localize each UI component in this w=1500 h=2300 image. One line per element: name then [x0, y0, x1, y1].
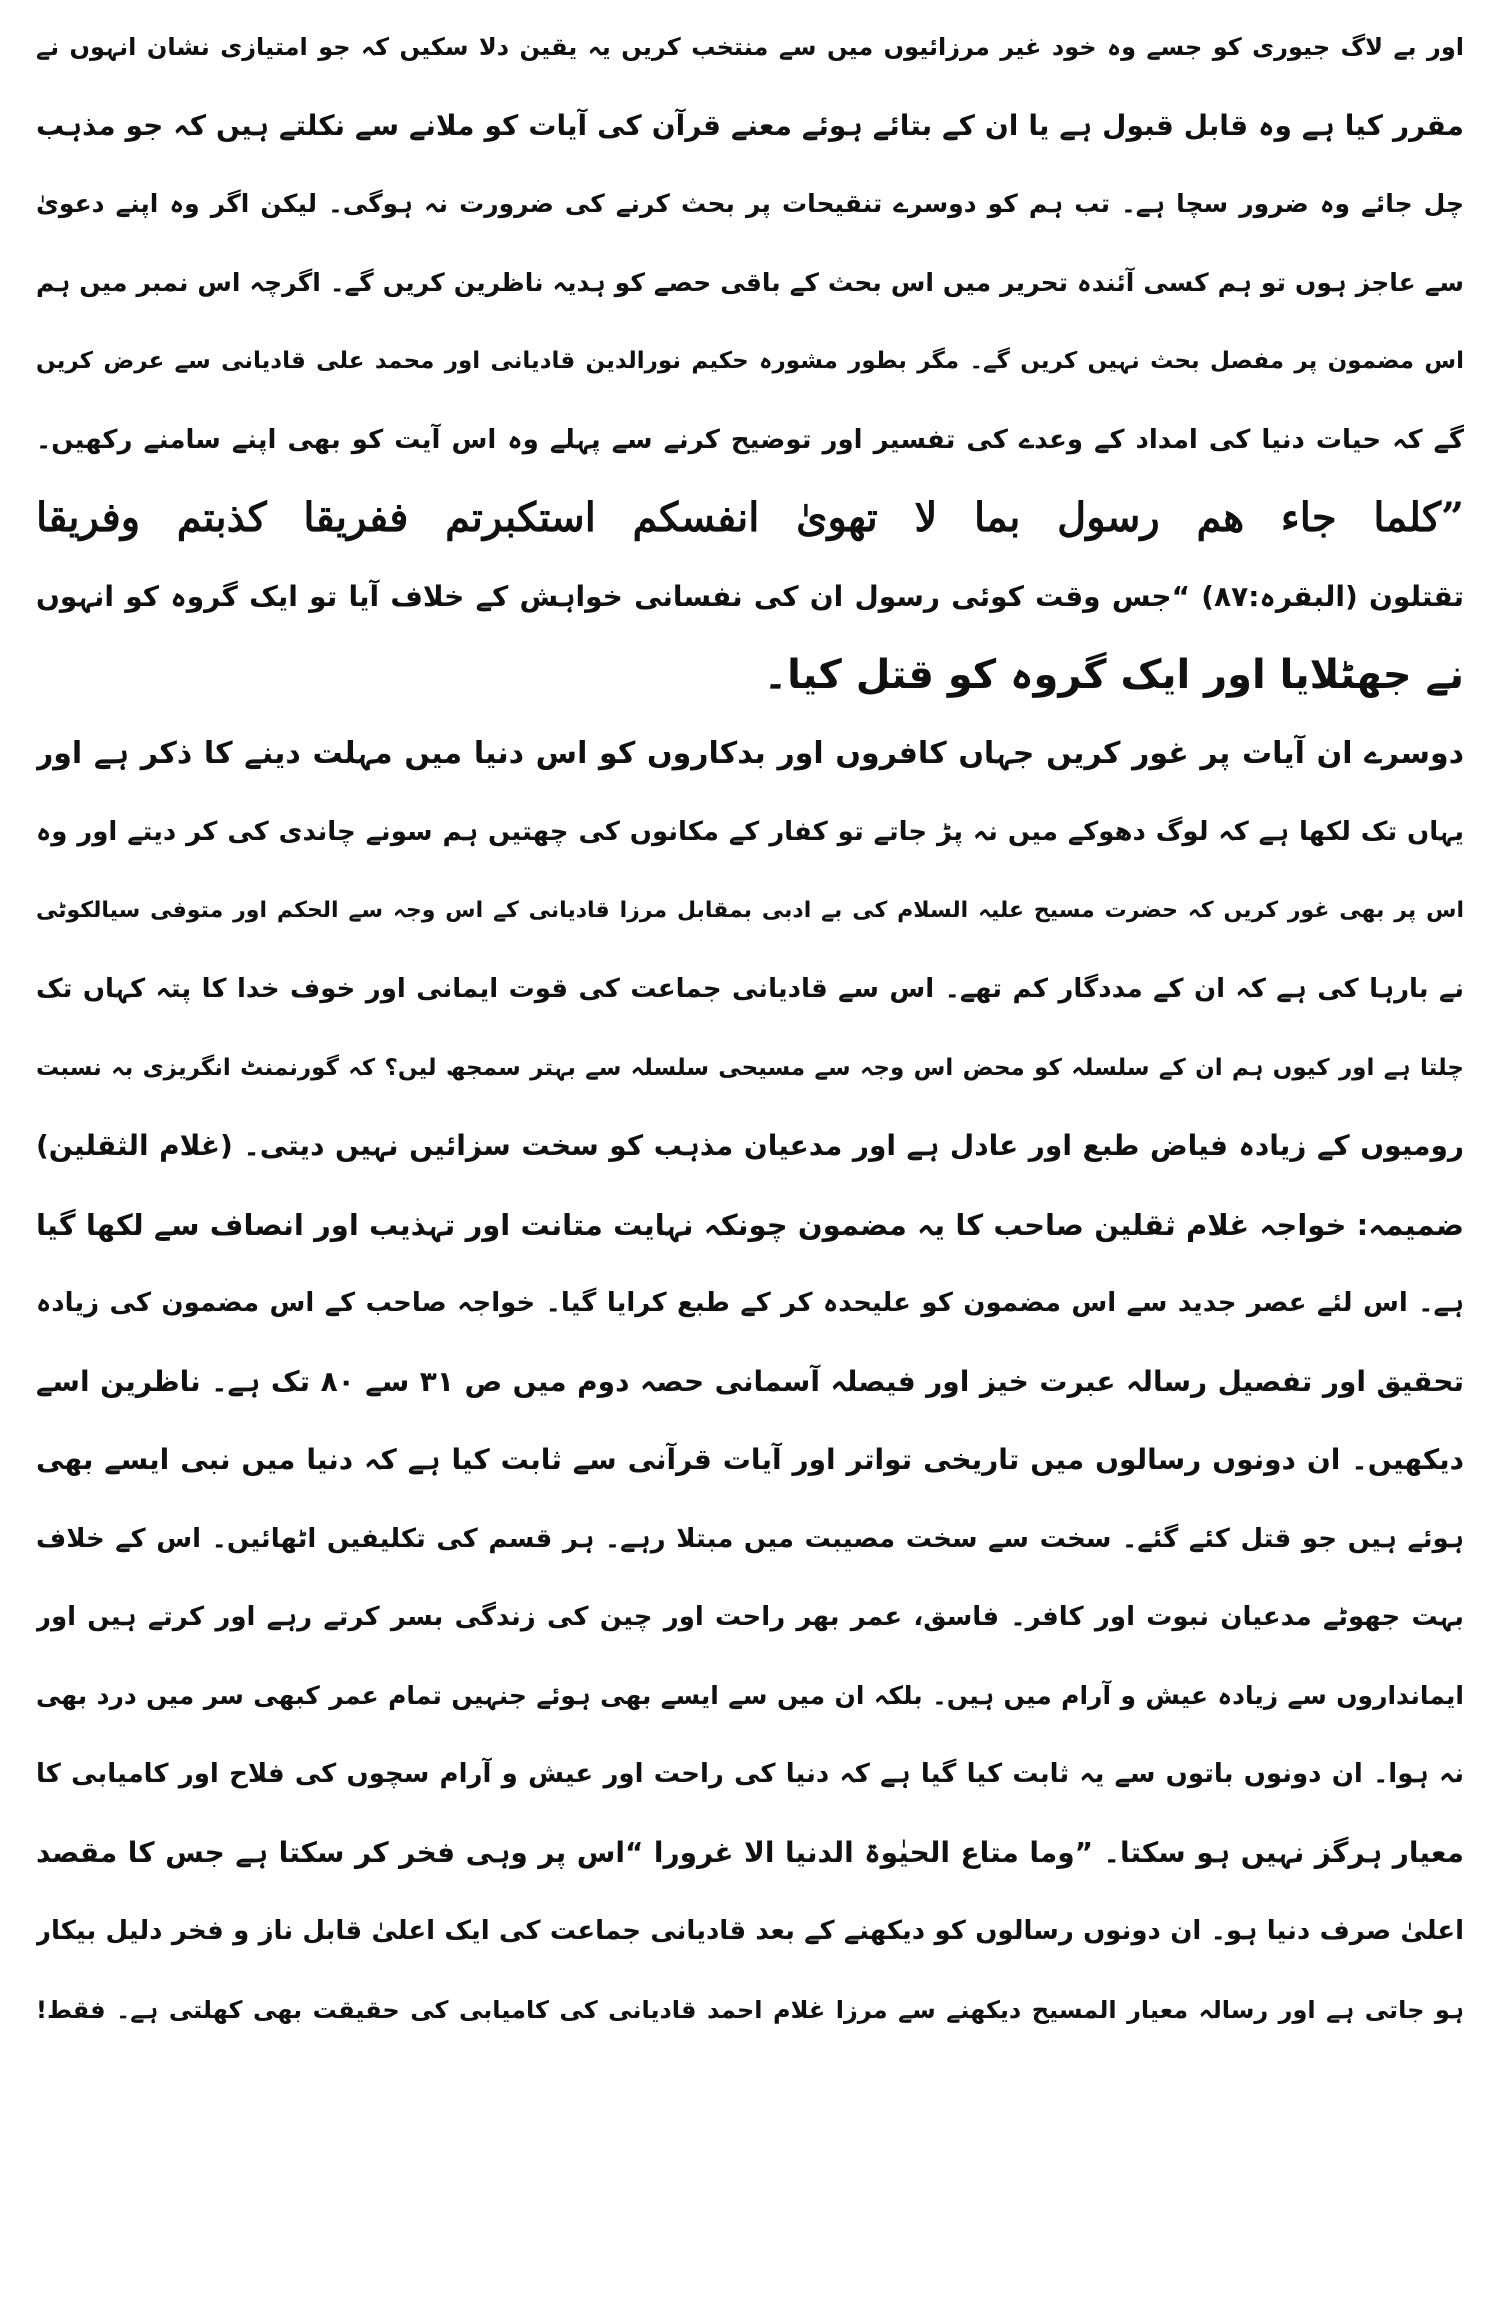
- text-line-3: چل جائے وہ ضرور سچا ہے۔ تب ہم کو دوسرے تنقیحات پر بحث کرنے کی ضرورت نہ ہوگی۔ لیکن اگر وہ اپنے دعویٰ: [36, 189, 1464, 218]
- appendix-line-4: دیکھیں۔ ان دونوں رسالوں میں تاریخی تواتر اور آیات قرآنی سے ثابت کیا ہے کہ دنیا میں نبی ایسے بھی: [36, 1443, 1464, 1476]
- appendix-line-7: ایمانداروں سے زیادہ عیش و آرام میں ہیں۔ بلکہ ان میں سے ایسے بھی ہوئے جنہیں تمام عمر کبھی سر میں درد بھی: [36, 1680, 1464, 1710]
- appendix-line-6: بہت جھوٹے مدعیان نبوت اور کافر۔ فاسق، عمر بھر راحت اور چین کی زندگی بسر کرتے رہے اور کرتے ہیں اور: [36, 1602, 1464, 1632]
- appendix-line-8: نہ ہوا۔ ان دونوں باتوں سے یہ ثابت کیا گیا ہے کہ دنیا کی راحت اور عیش و آرام سچوں کی فلاح اور کامیابی کا: [36, 1759, 1464, 1789]
- appendix-line-3: تحقیق اور تفصیل رسالہ عبرت خیز اور فیصلہ آسمانی حصہ دوم میں ص ۳۱ سے ۸۰ تک ہے۔ ناظرین اسے: [36, 1364, 1464, 1398]
- text-line-1: اور بے لاگ جیوری کو جسے وہ خود غیر مرزائیوں میں سے منتخب کریں یہ یقین دلا سکیں کہ جو امتیازی نشان انہوں نے: [36, 33, 1464, 61]
- text-line-15: رومیوں کے زیادہ فیاض طبع اور عادل ہے اور مدعیان مذہب کو سخت سزائیں نہیں دیتی۔ (غلام الثقلین): [36, 1129, 1464, 1162]
- quran-verse-line-2: تقتلون (البقرہ:۸۷) “جس وقت کوئی رسول ان کی نفسانی خواہش کے خلاف آیا تو ایک گروہ کو انہوں: [36, 579, 1464, 613]
- appendix-line-10: اعلیٰ صرف دنیا ہو۔ ان دونوں رسالوں کو دیکھنے کے بعد قادیانی جماعت کی ایک اعلیٰ قابل ناز و فخر دلیل بیکار: [36, 1916, 1464, 1946]
- text-line-14: چلتا ہے اور کیوں ہم ان کے سلسلہ کو محض اس وجہ سے مسیحی سلسلہ سے بہتر سمجھ لیں؟ کہ گورنمنٹ انگریزی بہ نسبت: [36, 1054, 1464, 1081]
- appendix-line-11: ہو جاتی ہے اور رسالہ معیار المسیح دیکھنے سے مرزا غلام احمد قادیانی کی کامیابی کی حقیقت بھی کھلتی ہے۔ فقط!: [36, 1995, 1464, 2024]
- text-line-6: گے کہ حیات دنیا کی امداد کے وعدے کی تفسیر اور توضیح کرنے سے پہلے وہ اس آیت کو بھی اپنے سامنے رکھیں۔: [36, 424, 1464, 455]
- appendix-line-1: ضمیمہ: خواجہ غلام ثقلین صاحب کا یہ مضمون چونکہ نہایت متانت اور تہذیب اور انصاف سے لکھا گیا: [36, 1207, 1464, 1242]
- text-line-2: مقرر کیا ہے وہ قابل قبول ہے یا ان کے بتائے ہوئے معنے قرآن کی آیات کو ملانے سے نکلتے ہیں کہ جو مذہب: [36, 108, 1464, 142]
- text-line-5: اس مضمون پر مفصل بحث نہیں کریں گے۔ مگر بطور مشورہ حکیم نورالدین قادیانی اور محمد علی قادیانی سے عرض کریں: [36, 348, 1464, 374]
- text-line-12: اس پر بھی غور کریں کہ حضرت مسیح علیہ السلام کی بے ادبی بمقابل مرزا قادیانی کے اس وجہ سے الحکم اور متوفی سیالکوٹی: [36, 897, 1464, 923]
- text-line-4: سے عاجز ہوں تو ہم کسی آئندہ تحریر میں اس بحث کے باقی حصے کو ہدیہ ناظرین کریں گے۔ اگرچہ اس نمبر میں ہم: [36, 267, 1464, 297]
- quran-verse-line-1: ”کلما جاء ھم رسول بما لا تھویٰ انفسکم استکبرتم ففریقا کذبتم وفریقا: [36, 494, 1464, 541]
- appendix-line-2: ہے۔ اس لئے عصر جدید سے اس مضمون کو علیحدہ کر کے طبع کرایا گیا۔ خواجہ صاحب کے اس مضمون کی زیادہ: [36, 1288, 1464, 1318]
- text-line-10: دوسرے ان آیات پر غور کریں جہاں کافروں اور بدکاروں کو اس دنیا میں مہلت دینے کا ذکر ہے اور: [36, 735, 1464, 771]
- text-line-9: نے جھٹلایا اور ایک گروہ کو قتل کیا۔: [763, 652, 1464, 698]
- appendix-line-5: ہوئے ہیں جو قتل کئے گئے۔ سخت سے سخت مصیبت میں مبتلا رہے۔ ہر قسم کی تکلیفیں اٹھائیں۔ اس کے خلاف: [36, 1523, 1464, 1554]
- appendix-line-9: معیار ہرگز نہیں ہو سکتا۔ ”وما متاع الحیٰوۃ الدنیا الا غرورا “اس پر وہی فخر کر سکتا ہے جس کا مقصد: [36, 1835, 1464, 1869]
- text-line-11: یہاں تک لکھا ہے کہ لوگ دھوکے میں نہ پڑ جاتے تو کفار کے مکانوں کی چھتیں ہم سونے چاندی کی کر دیتے اور وہ: [36, 817, 1464, 847]
- text-line-13: نے بارہا کی ہے کہ ان کے مددگار کم تھے۔ اس سے قادیانی جماعت کی قوت ایمانی اور خوف خدا کا پتہ کہاں تک: [36, 974, 1464, 1004]
